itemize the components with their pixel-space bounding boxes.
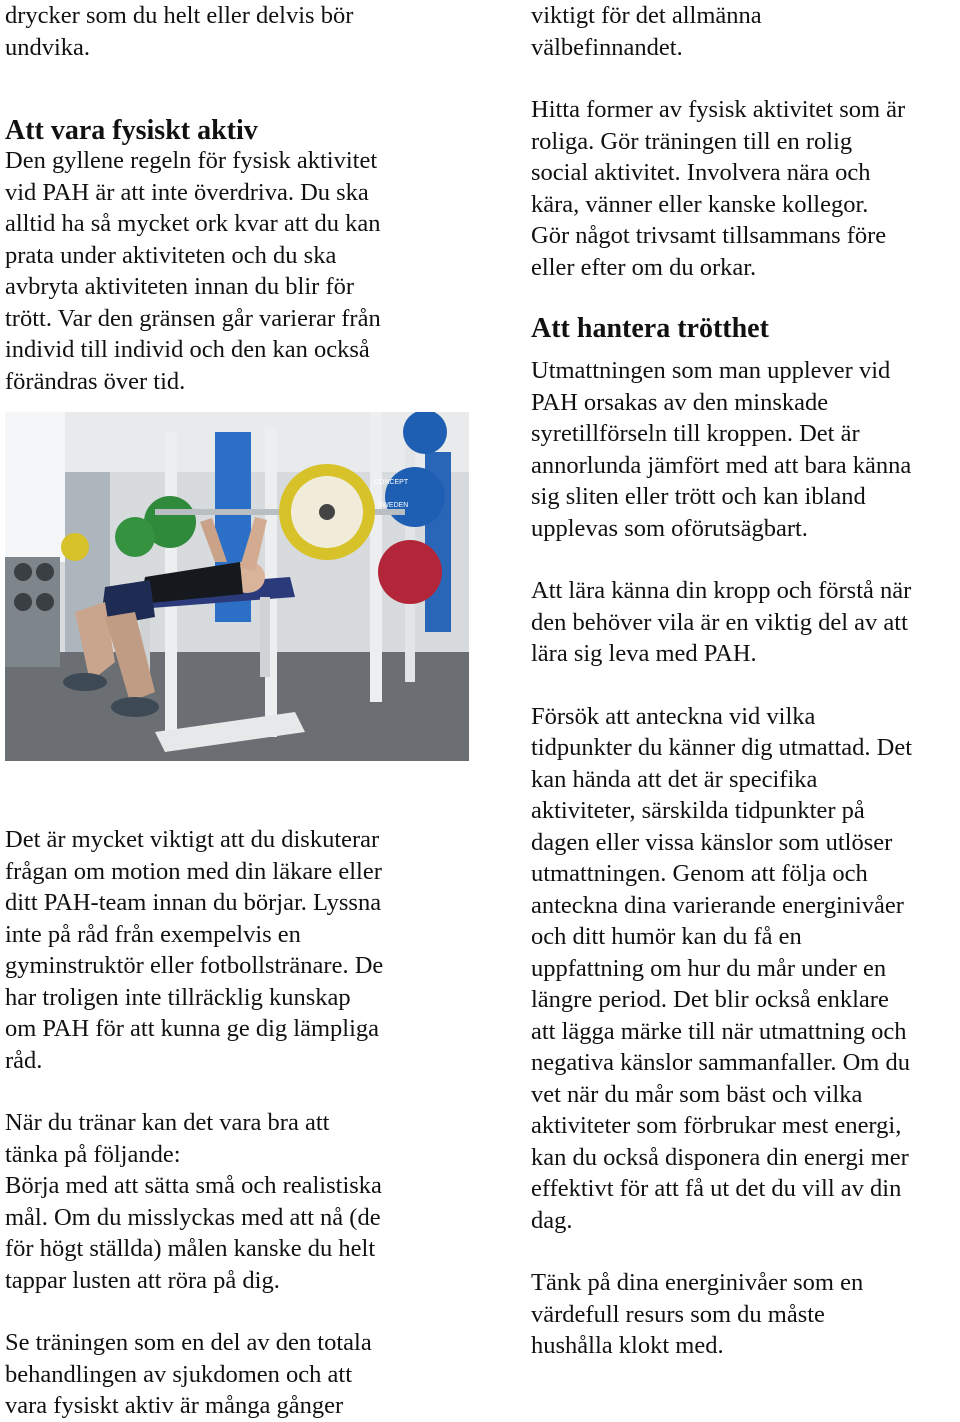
right-column [531,0,960,1362]
photo-plate-yellow-small [61,533,89,561]
photo-dumbbell-2 [36,563,54,581]
photo-dumbbell-1 [14,563,32,581]
paragraph-fatigue: Utmattningen som man upplever vid PAH orsakas av den minskade syretillförseln till kroppen. Det är annorlunda jämfört med att bara känna sig sliten eller trött och kan ibland upplevas som oförutsägbart. [531,357,912,542]
photo-plate-red [378,540,442,604]
paragraph-treatment: Se träningen som en del av den totala behandlingen av sjukdomen och att vara fysiskt aktiv är många gånger [5,1329,372,1419]
photo-person-shoe-1 [63,673,107,691]
paragraph-fun-activity: Hitta former av fysisk aktivitet som är roliga. Gör träningen till en rolig social aktivitet. Involvera nära och kära, vänner eller kanske kollegor. Gör något trivsamt tillsammans före eller efter om du orkar. [531,96,906,281]
heading-fatigue: Att hantera trötthet [531,313,769,344]
paragraph-keep-notes: Försök att anteckna vid vilka tidpunkter du känner dig utmattad. Det kan hända att det är specifika aktiviteter, särskilda tidpunkter på dagen eller vissa känslor som utlöser utmattningen. Genom att följa och anteckna dina varierande energinivåer och ditt humör kan du få en uppfattning om hur du mår under en längre period. Det blir också enklare att lägga märke till när utmattning och negativa känslor sammanfaller. Om du vet när du mår som bäst och vilka aktiviteter som förbrukar mest energi, kan du också disponera din energi mer effektivt för att få ut det du vill av din dag. [531,702,913,1234]
photo-dumbbell-4 [36,593,54,611]
photo-dumbbell-3 [14,593,32,611]
continued-tail-paragraph: viktigt för det allmänna välbefinnandet. [531,2,762,61]
photo-plate-text-concept: CONCEPT [373,479,409,486]
photo-plate-text-sweden: SWEDEN [377,502,409,509]
paragraph-training-tips: När du tränar kan det vara bra att tänka på följande: Börja med att sätta små och realistiska mål. Om du misslyckas med att nå (de för högt ställda) målen kanske du helt tappar lusten att röra på dig. [5,1109,382,1294]
photo-person-shoe-2 [111,697,159,717]
heading-physical-activity: Att vara fysiskt aktiv [5,115,258,146]
paragraph-energy-resource: Tänk på dina energinivåer som en värdefull resurs som du måste hushålla klokt med. [531,1269,864,1359]
photo-rack-upright-3 [370,412,382,702]
photo-plate-hub [319,504,335,520]
paragraph-consult-doctor: Det är mycket viktigt att du diskuterar frågan om motion med din läkare eller ditt PAH-team innan du börjar. Lyssna inte på råd från exempelvis en gyminstruktör eller fotbollstränare. De har troligen inte tillräcklig kunskap om PAH för att kunna ge dig lämpliga råd. [5,826,384,1074]
gym-photo [5,412,469,761]
photo-bench-leg-2 [260,597,270,677]
photo-plate-green-back [115,517,155,557]
paragraph-physical-activity: Den gyllene regeln för fysisk aktivitet vid PAH är att inte överdriva. Du ska alltid ha så mycket ork kvar att du kan prata under aktiviteten och du ska avbryta aktiviteten innan du blir för trött. Var den gränsen går varierar från individ till individ och den kan också förändras över tid. [5,147,381,395]
intro-tail-paragraph: drycker som du helt eller delvis bör undvika. [5,2,354,61]
photo-window [5,412,65,562]
paragraph-know-body: Att lära känna din kropp och förstå när den behöver vila är en viktig del av att lära sig leva med PAH. [531,577,912,667]
photo-floor [5,652,469,761]
photo-plate-blue-mid [385,467,445,527]
photo-plate-blue-top [403,412,447,454]
